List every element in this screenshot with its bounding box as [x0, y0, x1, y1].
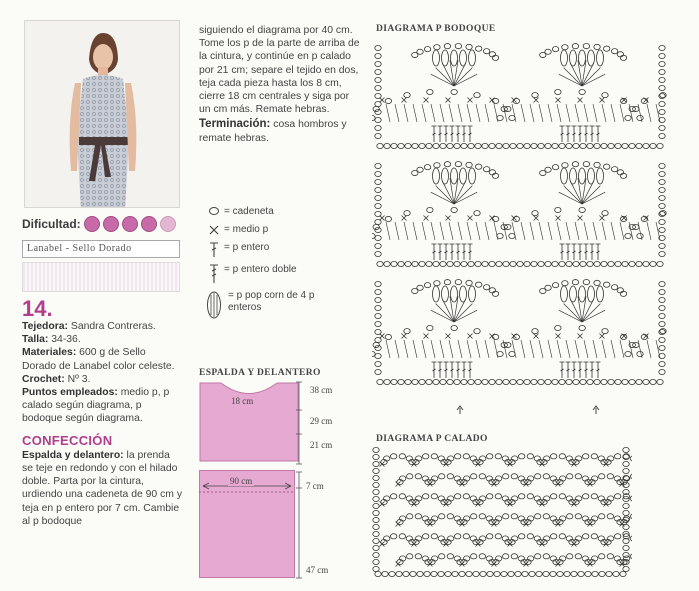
confeccion-text: Espalda y delantero: la prenda se teje en redondo y con el hilado doble. Parta por la cintura, urdiendo una cadeneta de 90 cm y teja en p entero por 7 cm. Cambie al p bodoque	[22, 449, 183, 527]
info-block	[22, 320, 182, 528]
diagram-calado-title: DIAGRAMA P CALADO	[376, 434, 488, 444]
measure-29: 29 cm	[310, 416, 333, 426]
difficulty-row	[22, 216, 176, 232]
diagram-bodoque	[372, 38, 672, 422]
legend-popcorn	[204, 290, 328, 320]
top-width-label: 18 cm	[231, 396, 254, 406]
legend-double	[204, 264, 328, 284]
difficulty-label: Dificultad:	[22, 217, 81, 231]
middle-text	[199, 24, 363, 145]
difficulty-ball-icon	[122, 216, 138, 232]
difficulty-ball-icon	[84, 216, 100, 232]
diagram-calado	[372, 446, 632, 578]
info-tejedora: Tejedora: Sandra Contreras.	[22, 321, 156, 332]
legend-label: = p entero	[224, 242, 270, 253]
diagram-bodoque-title: DIAGRAMA P BODOQUE	[376, 24, 496, 34]
yarn-label: Lanabel - Sello Dorado	[22, 240, 180, 258]
top-piece	[199, 382, 299, 462]
bottom-width-label: 90 cm	[230, 476, 253, 486]
measure-line-top	[296, 380, 310, 466]
measure-7: 7 cm	[306, 481, 324, 491]
difficulty-ball-icon	[141, 216, 157, 232]
full-stitch-icon	[210, 243, 218, 257]
legend-label: = medio p	[224, 224, 269, 235]
pattern-number: 14.	[22, 296, 53, 321]
yarn-swatch	[22, 262, 180, 292]
schematic-title: ESPALDA Y DELANTERO	[199, 368, 321, 378]
top-piece-shape	[200, 383, 298, 461]
legend-half	[204, 224, 328, 236]
measure-47: 47 cm	[306, 565, 329, 575]
confeccion-title: CONFECCIÓN	[22, 432, 113, 448]
info-puntos: Puntos empleados: medio p, p calado según diagrama, p bodoque según diagrama.	[22, 387, 170, 425]
difficulty-ball-empty-icon	[160, 216, 176, 232]
legend-label: = p pop corn de 4 p enteros	[228, 290, 315, 313]
legend-chain	[204, 206, 328, 218]
difficulty-ball-icon	[103, 216, 119, 232]
terminacion: Terminación: cosa hombros y remate hebras.	[199, 118, 347, 144]
info-crochet: Crochet: Nº 3.	[22, 373, 91, 385]
legend-label: = cadeneta	[224, 206, 274, 217]
measure-38: 38 cm	[310, 385, 333, 395]
half-stitch-icon	[210, 226, 218, 234]
instructions-paragraph: siguiendo el diagrama por 40 cm. Tome los p de la parte de arriba de la cintura, y continúe en p calado por 21 cm; separe el tejido en dos, teja cada pieza hasta los 8 cm, cierre 18 cm centrales y siga por un cm más. Remate hebras.	[199, 25, 360, 116]
model-illustration	[25, 21, 180, 208]
legend-label: = p entero doble	[224, 264, 297, 275]
stitch-legend	[204, 206, 328, 326]
info-talla: Talla: 34-36.	[22, 334, 81, 346]
double-stitch-icon	[210, 265, 218, 283]
legend-full	[204, 242, 328, 258]
chain-icon	[210, 208, 219, 215]
measure-21: 21 cm	[310, 440, 333, 450]
info-materiales: Materiales: 600 g de Sello Dorado de Lanabel color celeste.	[22, 347, 175, 372]
model-photo	[24, 20, 180, 208]
